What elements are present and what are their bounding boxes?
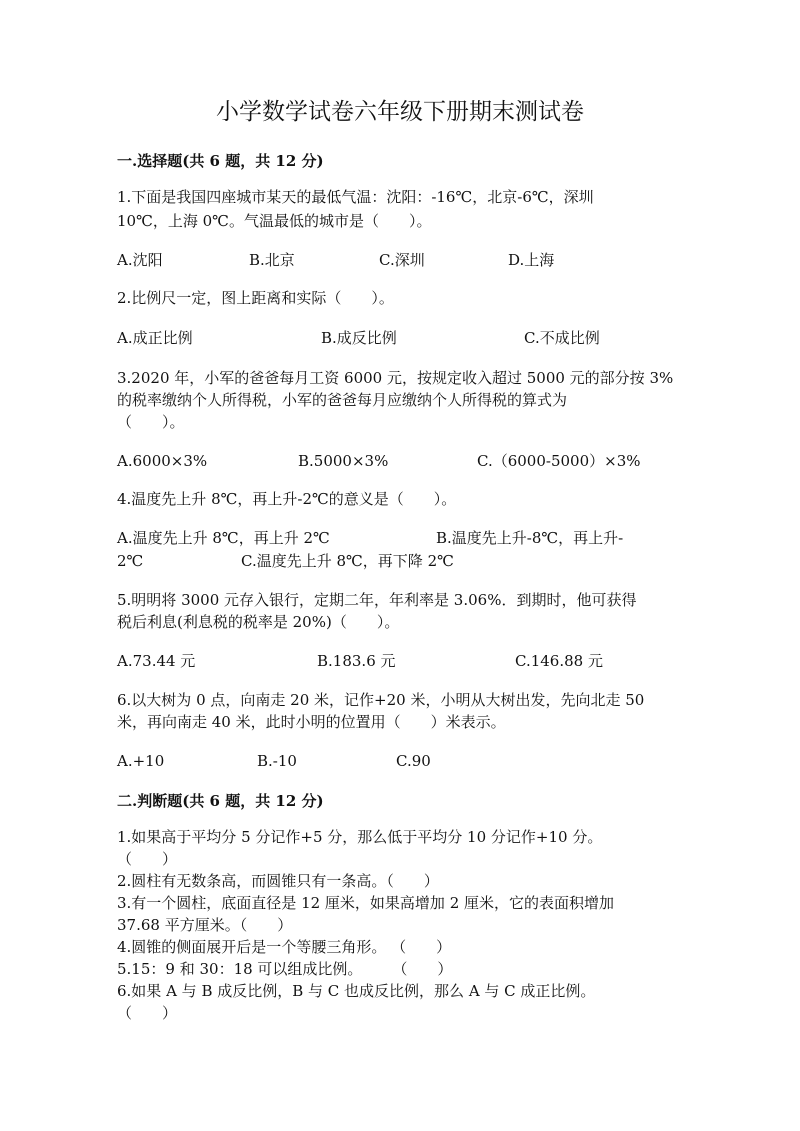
question-5-option-c: C.146.88 元 [515,652,603,670]
question-2-line-1: 2.比例尺一定，图上距离和实际（ ）。 [117,289,394,307]
question-2-option-b: B.成反比例 [321,329,397,347]
question-3-line-2: 的税率缴纳个人所得税，小军的爸爸每月应缴纳个人所得税的算式为 [117,391,568,409]
question-2-option-c: C.不成比例 [524,329,600,347]
question-4-option-c: C.温度先上升 8℃，再下降 2℃ [241,552,454,570]
question-6-line-1: 6.以大树为 0 点，向南走 20 米，记作+20 米，小明从大树出发，先向北走 50 [117,691,645,709]
question-6-option-b: B.-10 [257,752,297,770]
question-5-line-1: 5.明明将 3000 元存入银行，定期二年，年利率是 3.06%．到期时，他可获得 [117,591,637,609]
question-3-option-c: C.（6000-5000）×3% [477,452,641,470]
question-1-line-1: 1.下面是我国四座城市某天的最低气温：沈阳：-16℃，北京-6℃，深圳 [117,188,594,206]
question-4-option-b-continued: 2℃ [117,552,144,570]
judge-line-4: 3.有一个圆柱，底面直径是 12 厘米，如果高增加 2 厘米，它的表面积增加 [117,894,615,912]
judge-line-3: 2.圆柱有无数条高，而圆锥只有一条高。（ ） [117,872,439,890]
judge-line-2: （ ） [117,850,178,868]
question-1-option-b: B.北京 [249,251,295,269]
question-5-option-a: A.73.44 元 [117,652,196,670]
question-4-option-b: B.温度先上升-8℃，再上升- [436,529,624,547]
question-6-line-2: 米，再向南走 40 米，此时小明的位置用（ ）米表示。 [117,713,506,731]
question-6-option-c: C.90 [396,752,431,770]
question-4-line-1: 4.温度先上升 8℃，再上升-2℃的意义是（ ）。 [117,490,457,508]
question-4-option-a: A.温度先上升 8℃，再上升 2℃ [117,529,330,547]
question-6-option-a: A.+10 [117,752,165,770]
section-heading-true-false: 二.判断题(共 6 题，共 12 分) [117,792,324,810]
question-5-option-b: B.183.6 元 [317,652,396,670]
question-1-option-a: A.沈阳 [117,251,163,269]
page-title: 小学数学试卷六年级下册期末测试卷 [216,99,584,125]
judge-line-8: 6.如果 A 与 B 成反比例，B 与 C 也成反比例，那么 A 与 C 成正比例。 [117,982,596,1000]
question-3-option-a: A.6000×3% [117,452,208,470]
question-5-line-2: 税后利息(利息税的税率是 20%)（ ）。 [117,613,400,631]
judge-line-6: 4.圆锥的侧面展开后是一个等腰三角形。 （ ） [117,938,452,956]
judge-line-5: 37.68 平方厘米。（ ） [117,916,293,934]
question-1-option-c: C.深圳 [379,251,425,269]
question-3-line-3: （ ）。 [117,413,185,431]
question-3-line-1: 3.2020 年，小军的爸爸每月工资 6000 元，按规定收入超过 5000 元的部分按 3% [117,369,674,387]
judge-line-9: （ ） [117,1004,178,1022]
question-2-option-a: A.成正比例 [117,329,193,347]
question-3-option-b: B.5000×3% [298,452,389,470]
question-1-option-d: D.上海 [508,251,555,269]
judge-line-7: 5.15：9 和 30：18 可以组成比例。 （ ） [117,960,453,978]
section-heading-choice: 一.选择题(共 6 题，共 12 分) [117,152,324,170]
judge-line-1: 1.如果高于平均分 5 分记作+5 分，那么低于平均分 10 分记作+10 分。 [117,828,603,846]
question-1-line-2: 10℃，上海 0℃。气温最低的城市是（ ）。 [117,212,432,230]
